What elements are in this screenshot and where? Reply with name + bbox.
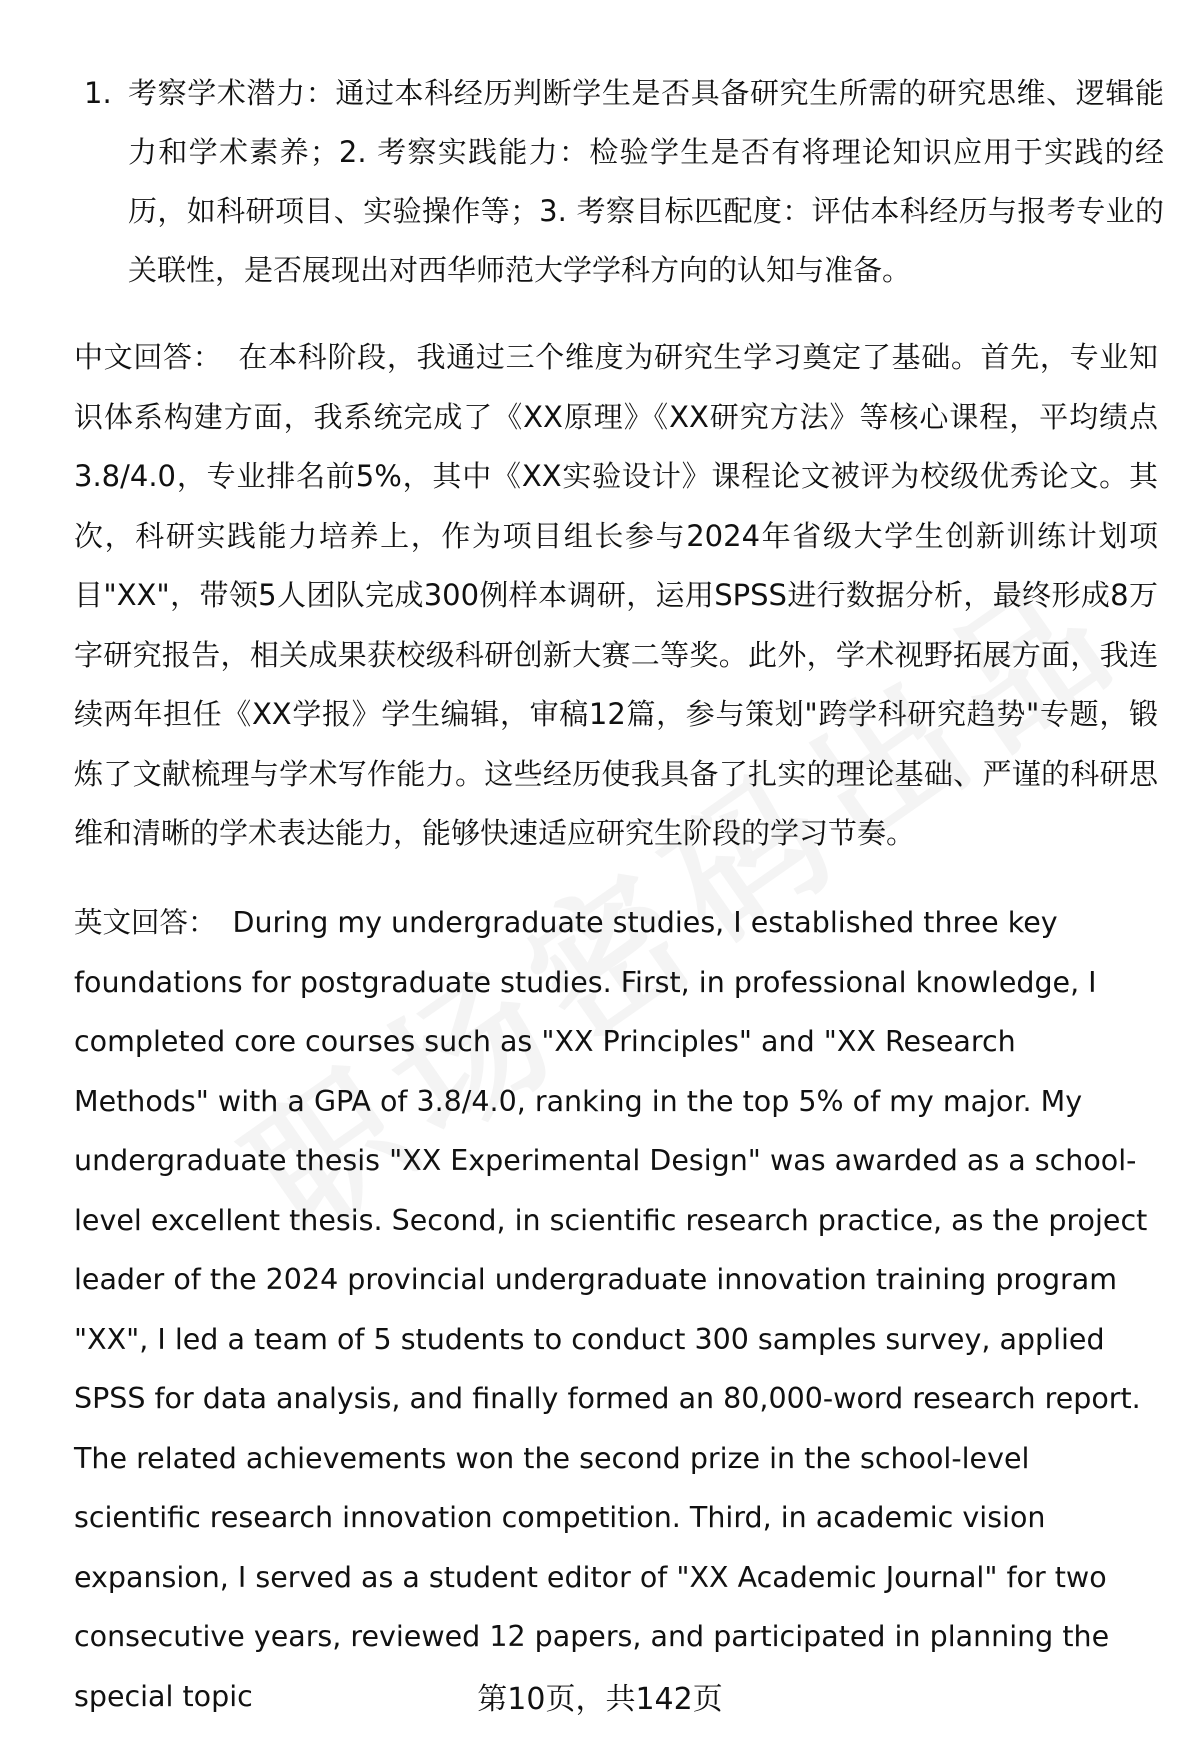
criteria-text: 考察学术潜力：通过本科经历判断学生是否具备研究生所需的研究思维、逻辑能力和学术素养；2. 考察实践能力：检验学生是否有将理论知识应用于实践的经历，如科研项目、实验操作等；3. 考察目标匹配度：评估本科经历与报考专业的关联性，是否展现出对西华师范大学学科方向的认知与准备。: [128, 76, 1164, 287]
chinese-answer-label: 中文回答：: [74, 340, 223, 374]
page-indicator: 第10页，共142页: [477, 1682, 723, 1717]
chinese-answer-text: 在本科阶段，我通过三个维度为研究生学习奠定了基础。首先，专业知识体系构建方面，我系统完成了《XX原理》《XX研究方法》等核心课程，平均绩点3.8/4.0，专业排名前5%，其中《XX实验设计》课程论文被评为校级优秀论文。其次，科研实践能力培养上，作为项目组长参与2024年省级大学生创新训练计划项目"XX"，带领5人团队完成300例样本调研，运用SPSS进行数据分析，最终形成8万字研究报告，相关成果获校级科研创新大赛二等奖。此外，学术视野拓展方面，我连续两年担任《XX学报》学生编辑，审稿12篇，参与策划"跨学科研究趋势"专题，锻炼了文献梳理与学术写作能力。这些经历使我具备了扎实的理论基础、严谨的科研思维和清晰的学术表达能力，能够快速适应研究生阶段的学习节奏。: [74, 340, 1158, 850]
english-answer-text: During my undergraduate studies, I established three key foundations for postgraduate studies. First, in professional knowledge, I completed core courses such as "XX Principles" and "XX Research Methods" with a GPA of 3.8/4.0, ranking in the top 5% of my major. My undergraduate thesis "XX Experimental Design" was awarded as a school-level excellent thesis. Second, in scientific research practice, as the project leader of the 2024 provincial undergraduate innovation training program "XX", I led a team of 5 students to conduct 300 samples survey, applied SPSS for data analysis, and finally formed an 80,000-word research report. The related achievements won the second prize in the school-level scientific research innovation competition. Third, in academic vision expansion, I served as a student editor of "XX Academic Journal" for two consecutive years, reviewed 12 papers, and participated in planning the special topic: [74, 906, 1148, 1713]
list-number: 1.: [84, 76, 112, 110]
english-answer-label: 英文回答：: [74, 906, 217, 939]
english-answer-paragraph: [74, 893, 1158, 1726]
chinese-answer-paragraph: [74, 328, 1158, 864]
criteria-list-item: [84, 64, 1164, 300]
